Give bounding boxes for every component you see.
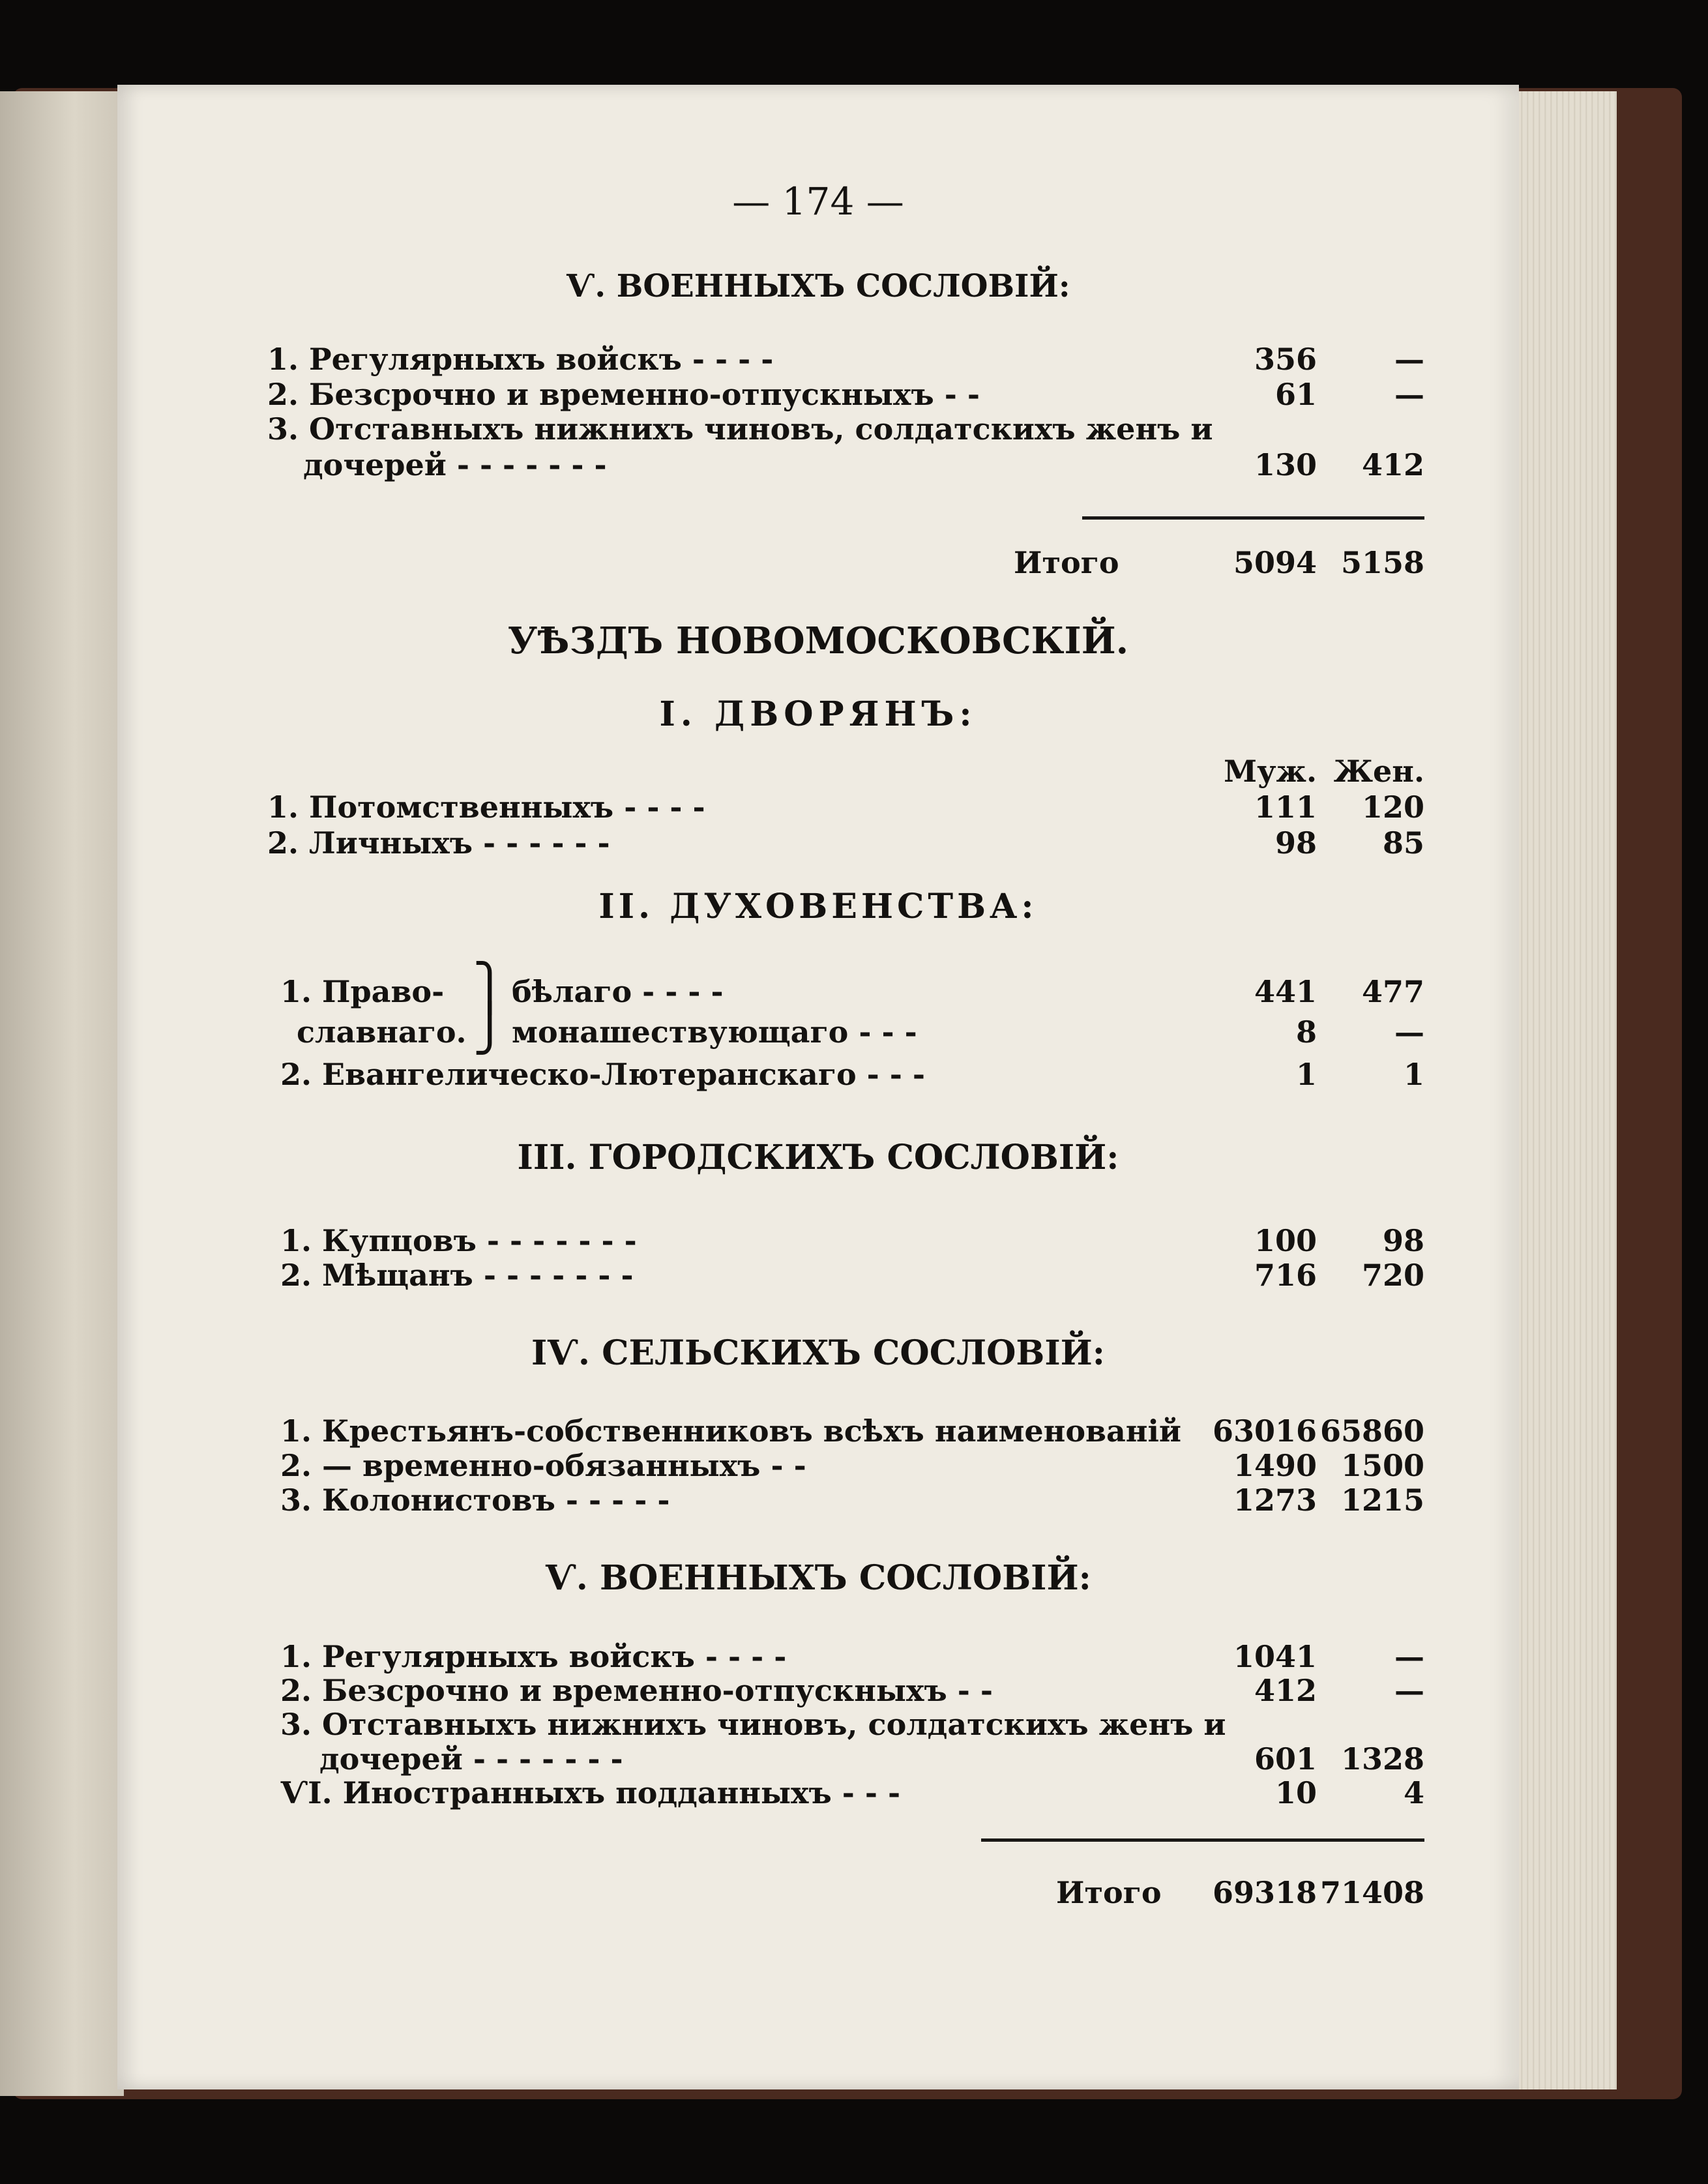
foreign-f: 4 (1403, 1775, 1424, 1810)
military-heading: Ѵ. ВОЕННЫХЪ СОСЛОВІЙ: (545, 1558, 1091, 1598)
foreign-m: 10 (1274, 1775, 1317, 1810)
prev-total-label: Итого (1014, 545, 1119, 580)
rural-row-owners: 1. Крестьянъ-собственниковъ всѣхъ наименованій (280, 1413, 1182, 1449)
nobility-row-personal: 2. Личныхъ - - - - - - (267, 825, 610, 861)
military-retired-f: 1328 (1340, 1741, 1424, 1777)
col-header-male: Муж. (1224, 754, 1317, 789)
prev-total-m: 5094 (1233, 545, 1317, 580)
military-regular-f: — (1394, 1639, 1424, 1674)
urban-townsmen-f: 720 (1361, 1258, 1424, 1293)
brace-mark-lower: ⎭ (473, 1001, 507, 1055)
prev-furlough-f: — (1394, 377, 1424, 412)
prev-row-furlough: 2. Безсрочно и временно-отпускныхъ - - (267, 377, 980, 412)
nobility-heading: I. ДВОРЯНЪ: (659, 694, 977, 734)
prev-regular-f: — (1394, 342, 1424, 377)
prev-military-heading: Ѵ. ВОЕННЫХЪ СОСЛОВІЙ: (566, 268, 1070, 304)
military-row-retired-2: дочерей - - - - - - - (319, 1741, 623, 1777)
urban-townsmen-m: 716 (1254, 1258, 1317, 1293)
clergy-heading: II. ДУХОВЕНСТВА: (598, 887, 1038, 926)
military-furlough-m: 412 (1254, 1673, 1317, 1708)
clergy-white-m: 441 (1254, 974, 1317, 1009)
total-label: Итого (1056, 1875, 1162, 1910)
prev-row-retired-2: дочерей - - - - - - - (303, 447, 607, 482)
clergy-white-f: 477 (1361, 974, 1424, 1009)
total-m: 69318 (1212, 1875, 1317, 1910)
military-furlough-f: — (1394, 1673, 1424, 1708)
col-header-female: Жен. (1333, 754, 1424, 789)
urban-row-townsmen: 2. Мѣщанъ - - - - - - - (280, 1258, 634, 1293)
nobility-row-hereditary: 1. Потомственныхъ - - - - (267, 789, 705, 825)
clergy-monastic-m: 8 (1295, 1014, 1317, 1050)
rural-temporary-f: 1500 (1340, 1448, 1424, 1483)
rural-row-temporary: 2. — временно-обязанныхъ - - (280, 1448, 806, 1483)
prev-total-f: 5158 (1340, 545, 1424, 580)
clergy-lutheran-f: 1 (1403, 1057, 1424, 1092)
military-row-regular: 1. Регулярныхъ войскъ - - - - (280, 1639, 787, 1674)
district-title: УѢЗДЪ НОВОМОСКОВСКІЙ. (507, 619, 1129, 662)
rural-colonists-m: 1273 (1233, 1483, 1317, 1518)
clergy-lutheran-m: 1 (1295, 1057, 1317, 1092)
prev-row-retired-1: 3. Отставныхъ нижнихъ чиновъ, солдатскихъ женъ и (267, 411, 1213, 447)
military-row-retired-1: 3. Отставныхъ нижнихъ чиновъ, солдатскихъ женъ и (280, 1707, 1226, 1742)
prev-retired-f: 412 (1361, 447, 1424, 482)
grand-total-rule (981, 1838, 1424, 1842)
rural-owners-m: 63016 (1212, 1413, 1317, 1449)
rural-colonists-f: 1215 (1340, 1483, 1424, 1518)
page-number: — 174 — (732, 179, 904, 224)
rural-heading: IѴ. СЕЛЬСКИХЪ СОСЛОВІЙ: (531, 1333, 1105, 1373)
total-f: 71408 (1319, 1875, 1424, 1910)
urban-row-merchants: 1. Купцовъ - - - - - - - (280, 1223, 637, 1258)
rural-row-colonists: 3. Колонистовъ - - - - - (280, 1483, 670, 1518)
nobility-personal-f: 85 (1382, 825, 1424, 861)
nobility-hereditary-f: 120 (1361, 789, 1424, 825)
clergy-white-label: бѣлаго - - - - (512, 974, 724, 1009)
prev-retired-m: 130 (1254, 447, 1317, 482)
left-page-edge (0, 91, 124, 2096)
brace-mark: ⎫ (473, 961, 507, 1014)
prev-furlough-m: 61 (1274, 377, 1317, 412)
clergy-orthodox-label-b: славнаго. (297, 1014, 467, 1050)
urban-merchants-f: 98 (1382, 1223, 1424, 1258)
rural-temporary-m: 1490 (1233, 1448, 1317, 1483)
military-row-furlough: 2. Безсрочно и временно-отпускныхъ - - (280, 1673, 993, 1708)
urban-heading: III. ГОРОДСКИХЪ СОСЛОВІЙ: (517, 1138, 1119, 1177)
book-page (117, 85, 1519, 2089)
clergy-lutheran-label: 2. Евангелическо-Лютеранскаго - - - (280, 1057, 925, 1092)
military-regular-m: 1041 (1233, 1639, 1317, 1674)
total-rule (1082, 516, 1424, 520)
clergy-monastic-label: монашествующаго - - - (512, 1014, 917, 1050)
clergy-monastic-f: — (1394, 1014, 1424, 1050)
urban-merchants-m: 100 (1254, 1223, 1317, 1258)
prev-regular-m: 356 (1254, 342, 1317, 377)
nobility-personal-m: 98 (1274, 825, 1317, 861)
military-retired-m: 601 (1254, 1741, 1317, 1777)
prev-row-regular: 1. Регулярныхъ войскъ - - - - (267, 342, 774, 377)
foreign-row: ѴI. Иностранныхъ подданныхъ - - - (280, 1775, 901, 1810)
clergy-orthodox-label-a: 1. Право- (280, 974, 445, 1009)
nobility-hereditary-m: 111 (1254, 789, 1317, 825)
rural-owners-f: 65860 (1319, 1413, 1424, 1449)
